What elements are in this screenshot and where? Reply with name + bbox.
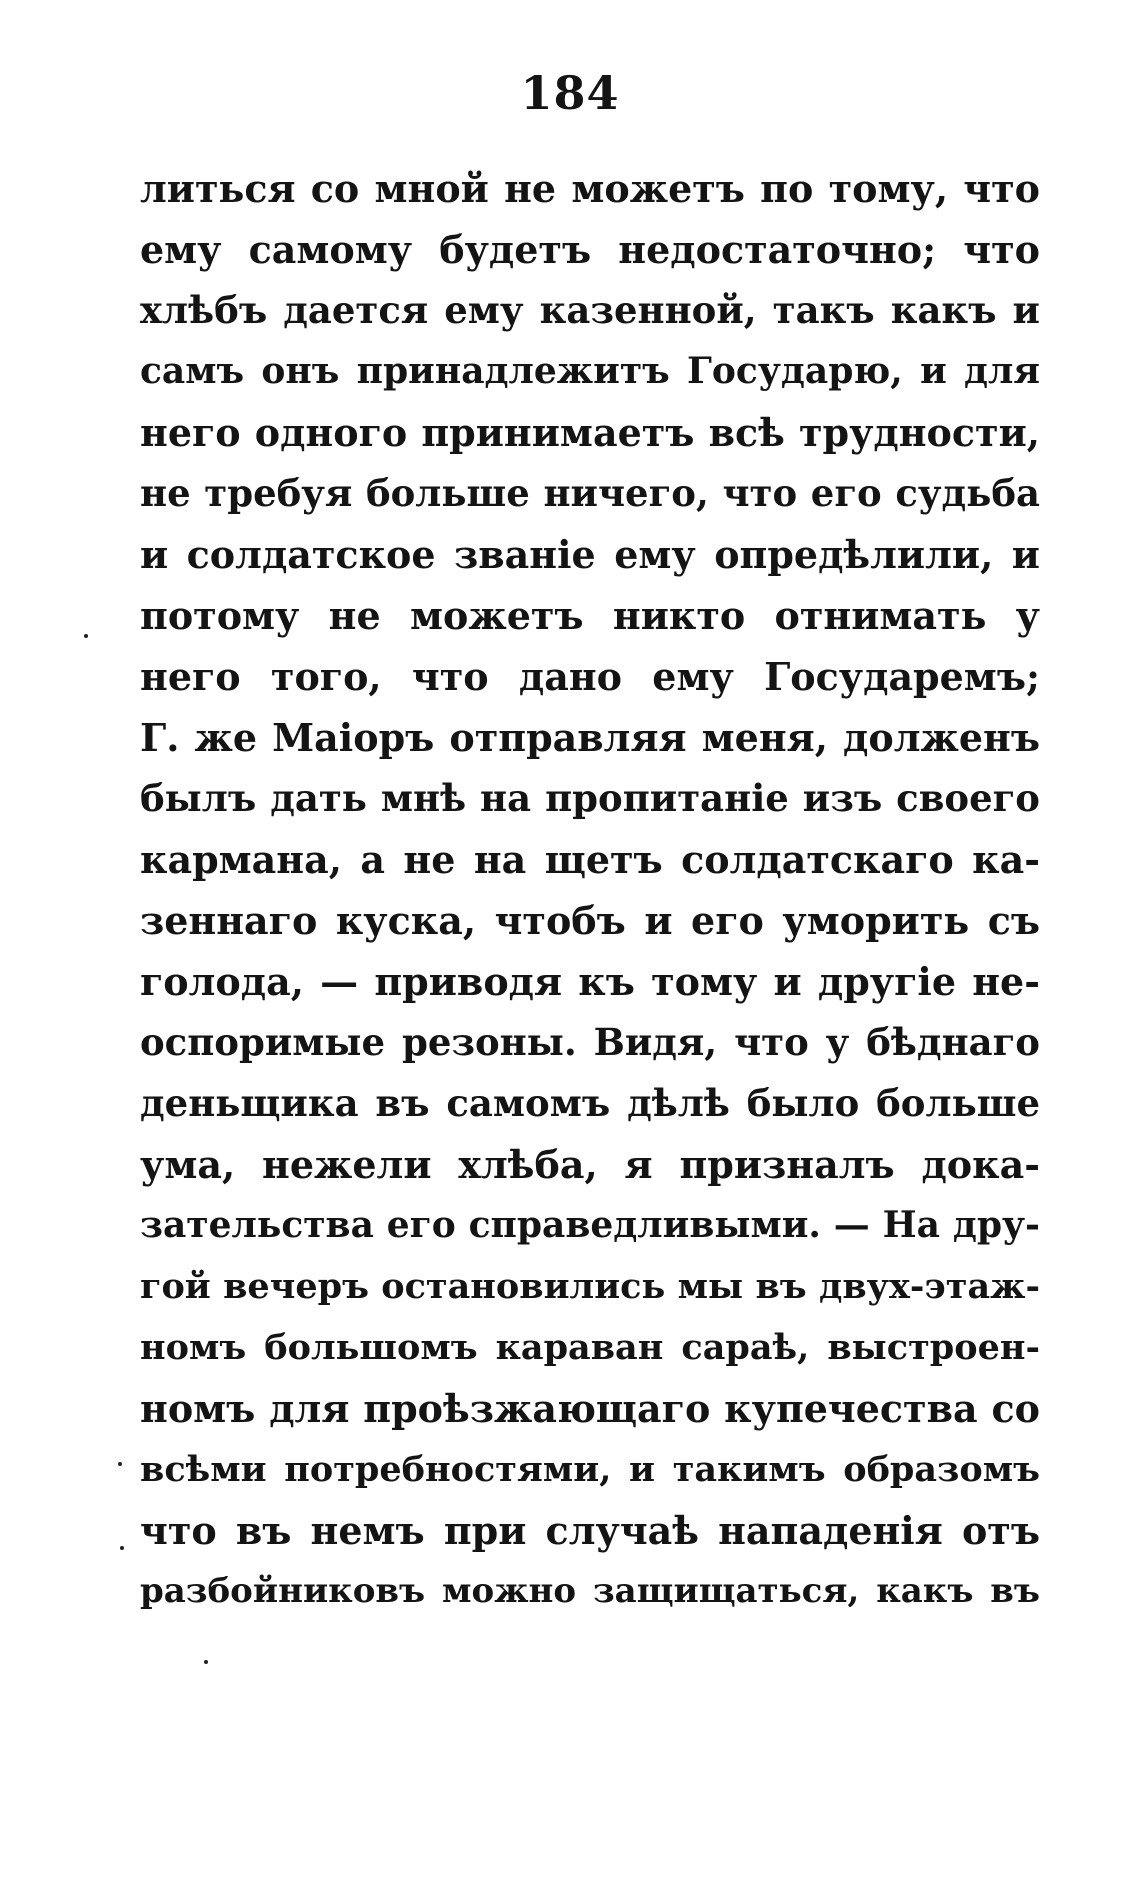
text-line: Г. же Маіоръ отправляя меня, долженъ — [140, 715, 1040, 760]
text-line: разбойниковъ можно защищаться, какъ въ — [140, 1571, 1040, 1611]
text-line: кармана, а не на щетъ солдатскаго ка- — [140, 837, 1040, 882]
text-line: зательства его справедливыми. — На дру- — [140, 1204, 1040, 1246]
scan-speck — [120, 1546, 124, 1550]
text-line: номъ для проѣзжающаго купечества со — [140, 1386, 1040, 1431]
text-line: оспоримые резоны. Видя, что у бѣднаго — [140, 1020, 1040, 1064]
text-line: литься со мной не можетъ по тому, что — [140, 166, 1040, 211]
text-line: не требуя больше ничего, что его судьба — [140, 471, 1040, 515]
text-line: самъ онъ принадлежитъ Государю, и для — [140, 350, 1040, 392]
scan-speck — [204, 1660, 208, 1664]
scan-speck — [84, 634, 88, 638]
text-line: него одного принимаетъ всѣ трудности, — [140, 410, 1040, 455]
text-line: него того, что дано ему Государемъ; — [140, 654, 1040, 699]
text-line: деньщика въ самомъ дѣлѣ было больше — [140, 1081, 1040, 1125]
text-line: ему самому будетъ недостаточно; что — [140, 227, 1040, 272]
body-text — [140, 158, 1040, 1622]
text-line: былъ дать мнѣ на пропитаніе изъ своего — [140, 776, 1040, 820]
text-line: и солдатское званіе ему опредѣлили, и — [140, 532, 1040, 577]
text-line: ума, нежели хлѣба, я призналъ дока- — [140, 1142, 1040, 1187]
page-number: 184 — [520, 66, 620, 120]
text-line: голода, — приводя къ тому и другіе не- — [140, 959, 1040, 1004]
text-line: зеннаго куска, чтобъ и его уморить съ — [140, 898, 1040, 943]
scan-speck — [118, 1462, 122, 1466]
text-line: потому не можетъ никто отнимать у — [140, 593, 1040, 638]
text-line: номъ большомъ караван сараѣ, выстроен- — [140, 1327, 1040, 1368]
text-line: что въ немъ при случаѣ нападенія отъ — [140, 1508, 1040, 1553]
text-line: хлѣбъ дается ему казенной, такъ какъ и — [140, 288, 1040, 332]
text-line: всѣми потребностями, и такимъ образомъ — [140, 1449, 1040, 1490]
text-line: гой вечеръ остановились мы въ двух-этаж- — [140, 1266, 1040, 1307]
